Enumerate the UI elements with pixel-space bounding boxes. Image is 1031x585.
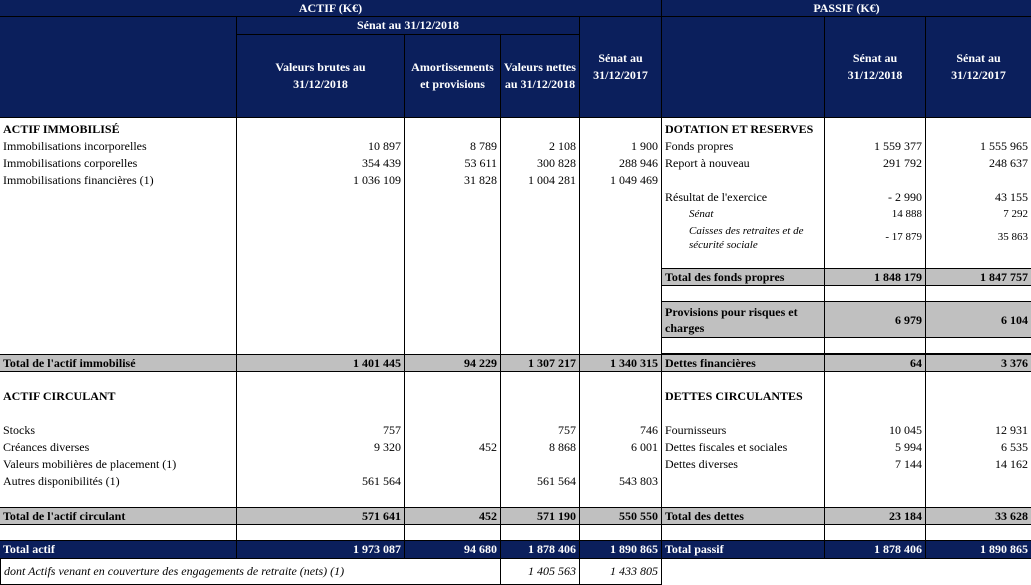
spacer-cell: [405, 525, 501, 541]
total-immobilise-amort: 94 229: [405, 354, 501, 372]
cell-value: 543 803: [619, 474, 658, 488]
cell-value: 248 637: [989, 156, 1028, 170]
cell-value: - 2 990: [888, 190, 922, 204]
footnote-2017: 1 433 805: [580, 559, 662, 585]
provisions-label: Provisions pour risques et charges: [662, 302, 825, 338]
n2017-actif-column: [580, 118, 662, 354]
spacer-cell: [0, 525, 237, 541]
dettes-circulantes-column: [662, 372, 825, 507]
cell-value: 757: [383, 423, 401, 437]
total-fonds-propres-2018: 1 848 179: [825, 268, 926, 286]
cell-value: 43 155: [995, 190, 1028, 204]
total-actif-brutes: 1 973 087: [237, 541, 405, 559]
spacer-cell: [926, 286, 1031, 302]
cell-value: 452: [479, 440, 497, 454]
spacer-cell: [825, 525, 926, 541]
total-immobilise-brutes: 1 401 445: [237, 354, 405, 372]
total-immobilise-2017: 1 340 315: [580, 354, 662, 372]
cell-value: 1 555 965: [980, 139, 1028, 153]
row-label: Immobilisations incorporelles: [3, 139, 147, 153]
cell-value: 6 001: [631, 440, 658, 454]
row-label: Report à nouveau: [665, 156, 750, 170]
nettes-circulant-column: [501, 372, 580, 507]
row-label: Immobilisations financières (1): [3, 173, 154, 187]
actif-label-header-cell: [0, 17, 237, 118]
dotation-heading: DOTATION ET RESERVES: [665, 122, 814, 136]
cell-value: [408, 422, 497, 439]
total-circulant-brutes: 571 641: [237, 507, 405, 525]
dettes-financieres-2018: 64: [825, 354, 926, 372]
total-fonds-propres-2017: 1 847 757: [926, 268, 1031, 286]
col-header-valeurs-nettes: Valeurs nettes au 31/12/2018: [501, 35, 580, 118]
cell-value: 31 828: [464, 173, 497, 187]
total-actif-amort: 94 680: [405, 541, 501, 559]
cell-value: 291 792: [883, 156, 922, 170]
col-header-senat-2017-passif: Sénat au 31/12/2017: [926, 17, 1031, 118]
cell-value: 12 931: [995, 423, 1028, 437]
row-label: Fonds propres: [665, 139, 734, 153]
actif-title: ACTIF (K€): [0, 0, 662, 17]
cell-value: [240, 456, 401, 473]
row-label: Dettes diverses: [665, 457, 738, 471]
cell-value: 14 888: [891, 208, 922, 220]
cell-value: 8 868: [549, 440, 576, 454]
spacer-cell: [580, 525, 662, 541]
col-header-senat-2017-actif: Sénat au 31/12/2017: [580, 17, 662, 118]
cell-value: 9 320: [374, 440, 401, 454]
total-fonds-propres-label: Total des fonds propres: [662, 268, 825, 286]
cell-value: - 17 879: [885, 231, 922, 243]
cell-value: 354 439: [362, 156, 401, 170]
cell-value: 1 049 469: [610, 173, 658, 187]
row-label: Valeurs mobilières de placement (1): [3, 457, 177, 471]
footnote-nettes: 1 405 563: [501, 559, 580, 585]
n2017-dettes-column: [926, 372, 1031, 507]
spacer-cell: [926, 338, 1031, 354]
cell-value: 10 045: [889, 423, 922, 437]
actif-immobilise-heading: ACTIF IMMOBILISÉ: [3, 122, 120, 136]
row-label-senat: Sénat: [689, 208, 714, 220]
cell-value: 7 292: [1003, 208, 1028, 220]
cell-value: [583, 456, 658, 473]
provisions-2017: 6 104: [926, 302, 1031, 338]
amort-circulant-column: [405, 372, 501, 507]
nettes-column: [501, 118, 580, 354]
spacer-cell: [662, 525, 825, 541]
total-actif-label: Total actif: [0, 541, 237, 559]
cell-value: 6 535: [1001, 440, 1028, 454]
row-label-caisses: Caisses des retraites et de sécurité sociale: [689, 225, 804, 251]
footnote-label: dont Actifs venant en couverture des engagements de retraite (nets) (1): [0, 559, 501, 585]
passif-label-column-top: [662, 118, 825, 268]
n2018-dettes-column: [825, 372, 926, 507]
total-circulant-amort: 452: [405, 507, 501, 525]
dettes-financieres-label: Dettes financières: [662, 354, 825, 372]
cell-value: [408, 456, 497, 473]
row-label: Stocks: [3, 423, 36, 437]
row-label: Créances diverses: [3, 440, 90, 454]
spacer-cell: [662, 338, 825, 354]
total-passif-2017: 1 890 865: [926, 541, 1031, 559]
n2017-passif-column-top: [926, 118, 1031, 268]
cell-value: 7 144: [895, 457, 922, 471]
dettes-financieres-2017: 3 376: [926, 354, 1031, 372]
actif-circulant-heading: ACTIF CIRCULANT: [3, 389, 116, 403]
provisions-2018: 6 979: [825, 302, 926, 338]
actif-label-column: [0, 118, 237, 354]
row-label: Autres disponibilités (1): [3, 474, 120, 488]
total-circulant-label: Total de l'actif circulant: [0, 507, 237, 525]
actif-circulant-column: [0, 372, 237, 507]
total-actif-2017: 1 890 865: [580, 541, 662, 559]
amort-column: [405, 118, 501, 354]
spacer-cell: [501, 525, 580, 541]
total-passif-2018: 1 878 406: [825, 541, 926, 559]
cell-value: 14 162: [995, 457, 1028, 471]
cell-value: 10 897: [368, 139, 401, 153]
spacer-cell: [237, 525, 405, 541]
cell-value: 746: [640, 423, 658, 437]
row-label: Dettes fiscales et sociales: [665, 440, 788, 454]
n2018-passif-column-top: [825, 118, 926, 268]
cell-value: 757: [558, 423, 576, 437]
total-immobilise-nettes: 1 307 217: [501, 354, 580, 372]
cell-value: 1 036 109: [353, 173, 401, 187]
cell-value: 1 559 377: [874, 139, 922, 153]
spacer-cell: [825, 286, 926, 302]
row-label: Immobilisations corporelles: [3, 156, 138, 170]
cell-value: 1 004 281: [528, 173, 576, 187]
col-header-senat-2018-passif: Sénat au 31/12/2018: [825, 17, 926, 118]
cell-value: 288 946: [619, 156, 658, 170]
cell-value: 1 900: [631, 139, 658, 153]
cell-value: 53 611: [464, 156, 497, 170]
passif-label-header-cell: [662, 17, 825, 118]
cell-value: 5 994: [895, 440, 922, 454]
cell-value: 8 789: [470, 139, 497, 153]
senat-2018-group-header: Sénat au 31/12/2018: [237, 17, 580, 35]
cell-value: 2 108: [549, 139, 576, 153]
total-circulant-2017: 550 550: [580, 507, 662, 525]
brutes-column: [237, 118, 405, 354]
col-header-valeurs-brutes: Valeurs brutes au 31/12/2018: [237, 35, 405, 118]
passif-title: PASSIF (K€): [662, 0, 1031, 17]
brutes-circulant-column: [237, 372, 405, 507]
row-label: Résultat de l'exercice: [665, 190, 768, 204]
cell-value: 561 564: [362, 474, 401, 488]
spacer-cell: [662, 286, 825, 302]
total-actif-nettes: 1 878 406: [501, 541, 580, 559]
col-header-amortissements: Amortissements et provisions: [405, 35, 501, 118]
cell-value: 300 828: [537, 156, 576, 170]
total-passif-label: Total passif: [662, 541, 825, 559]
cell-value: [504, 456, 576, 473]
spacer-cell: [926, 525, 1031, 541]
total-dettes-2017: 33 628: [926, 507, 1031, 525]
cell-value: 35 863: [997, 231, 1028, 243]
row-label: Fournisseurs: [665, 423, 727, 437]
total-circulant-nettes: 571 190: [501, 507, 580, 525]
cell-value: 561 564: [537, 474, 576, 488]
dettes-circulantes-heading: DETTES CIRCULANTES: [665, 389, 803, 403]
total-dettes-label: Total des dettes: [662, 507, 825, 525]
spacer-cell: [825, 338, 926, 354]
n2017-circulant-column: [580, 372, 662, 507]
cell-value: [408, 473, 497, 490]
total-dettes-2018: 23 184: [825, 507, 926, 525]
total-immobilise-label: Total de l'actif immobilisé: [0, 354, 237, 372]
